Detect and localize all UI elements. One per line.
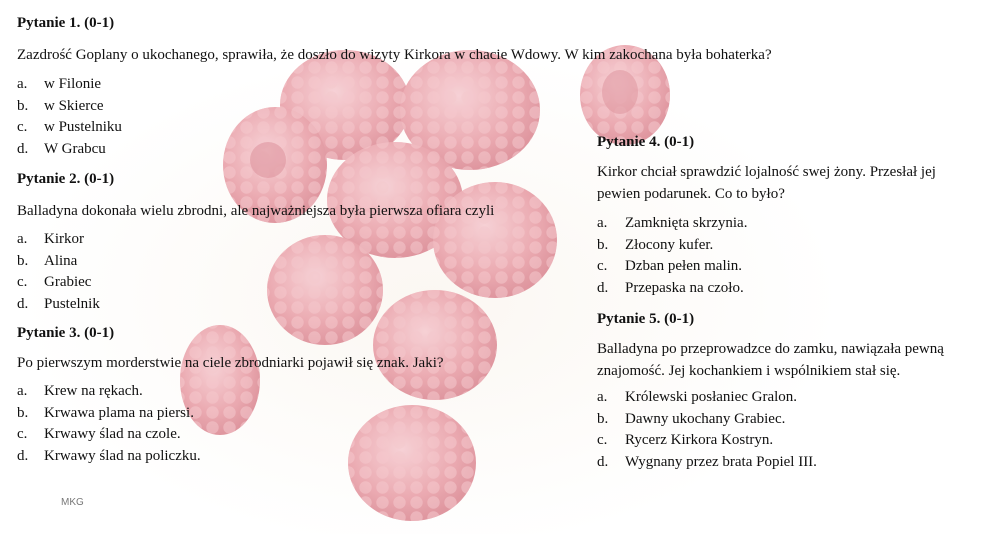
option-text: w Filonie — [44, 76, 102, 92]
option-text: Dzban pełen malin. — [625, 258, 743, 274]
option-b[interactable] — [17, 251, 577, 273]
option-letter: b. — [17, 252, 29, 269]
option-letter: a. — [597, 389, 608, 405]
option-text: Złocony kufer. — [625, 236, 714, 253]
question-2-text: Balladyna dokonała wielu zbrodni, ale najważniejsza była pierwsza ofiara czyli — [17, 203, 495, 219]
option-b[interactable] — [17, 403, 577, 425]
option-letter: c. — [17, 119, 28, 135]
question-2 — [17, 170, 577, 315]
option-letter: b. — [17, 97, 29, 114]
option-c[interactable] — [597, 430, 967, 452]
question-5 — [597, 310, 967, 473]
question-5-text: Balladyna po przeprowadzce do zamku, nawiązała pewną znajomość. Jej kochankiem i wspólnikiem stał się. — [597, 341, 944, 379]
option-text: Rycerz Kirkora Kostryn. — [625, 432, 774, 448]
option-d[interactable] — [597, 452, 967, 474]
option-d[interactable] — [17, 294, 577, 316]
option-letter: d. — [17, 140, 29, 157]
option-text: Dawny ukochany Grabiec. — [625, 410, 786, 427]
option-letter: a. — [17, 76, 28, 92]
option-c[interactable] — [17, 272, 577, 294]
question-5-title: Pytanie 5. (0-1) — [597, 311, 695, 327]
option-letter: b. — [17, 404, 29, 421]
option-text: w Skierce — [44, 97, 104, 114]
option-a[interactable] — [597, 213, 982, 235]
option-b[interactable] — [597, 235, 982, 257]
question-4-options — [597, 213, 982, 299]
option-a[interactable] — [17, 74, 897, 96]
option-text: Wygnany przez brata Popiel III. — [625, 453, 817, 470]
option-text: Kirkor — [44, 231, 84, 247]
option-a[interactable] — [597, 387, 967, 409]
question-2-options — [17, 229, 577, 315]
question-1-text: Zazdrość Goplany o ukochanego, sprawiła, że doszło do wizyty Kirkora w chacie Wdowy. W kim zakochana była bohaterka? — [17, 47, 772, 63]
option-c[interactable] — [597, 256, 982, 278]
option-letter: d. — [597, 279, 609, 296]
option-letter: b. — [597, 236, 609, 253]
option-letter: a. — [17, 231, 28, 247]
option-letter: a. — [17, 383, 28, 399]
question-3-options — [17, 381, 577, 467]
option-text: W Grabcu — [44, 140, 106, 157]
question-3-title: Pytanie 3. (0-1) — [17, 325, 115, 341]
option-b[interactable] — [17, 96, 897, 118]
option-letter: d. — [597, 453, 609, 470]
option-text: Grabiec — [44, 274, 92, 290]
option-text: Alina — [44, 252, 78, 269]
question-4-title: Pytanie 4. (0-1) — [597, 134, 695, 150]
option-letter: c. — [17, 274, 28, 290]
option-a[interactable] — [17, 229, 577, 251]
option-letter: c. — [597, 258, 608, 274]
option-b[interactable] — [597, 409, 967, 431]
option-letter: d. — [17, 447, 29, 464]
option-letter: a. — [597, 215, 608, 231]
option-d[interactable] — [597, 278, 982, 300]
option-text: Krwawa plama na piersi. — [44, 404, 194, 421]
option-text: Zamknięta skrzynia. — [625, 215, 748, 231]
option-text: Krwawy ślad na czole. — [44, 426, 181, 442]
author-watermark: MKG — [61, 497, 84, 508]
question-4 — [597, 133, 982, 299]
option-letter: c. — [17, 426, 28, 442]
option-a[interactable] — [17, 381, 577, 403]
option-letter: c. — [597, 432, 608, 448]
option-text: Przepaska na czoło. — [625, 279, 744, 296]
option-text: Pustelnik — [44, 295, 100, 312]
option-c[interactable] — [17, 424, 577, 446]
option-text: Królewski posłaniec Gralon. — [625, 389, 798, 405]
question-5-options — [597, 387, 967, 473]
question-2-title: Pytanie 2. (0-1) — [17, 171, 115, 187]
question-4-text: Kirkor chciał sprawdzić lojalność swej żony. Przesłał jej pewien podarunek. Co to było? — [597, 164, 936, 202]
question-1-title: Pytanie 1. (0-1) — [17, 15, 115, 31]
question-3-text: Po pierwszym morderstwie na ciele zbrodniarki pojawił się znak. Jaki? — [17, 355, 444, 371]
option-text: Krew na rękach. — [44, 383, 143, 399]
option-letter: d. — [17, 295, 29, 312]
option-letter: b. — [597, 410, 609, 427]
option-text: w Pustelniku — [44, 119, 122, 135]
option-text: Krwawy ślad na policzku. — [44, 447, 201, 464]
option-d[interactable] — [17, 446, 577, 468]
question-3 — [17, 324, 577, 467]
